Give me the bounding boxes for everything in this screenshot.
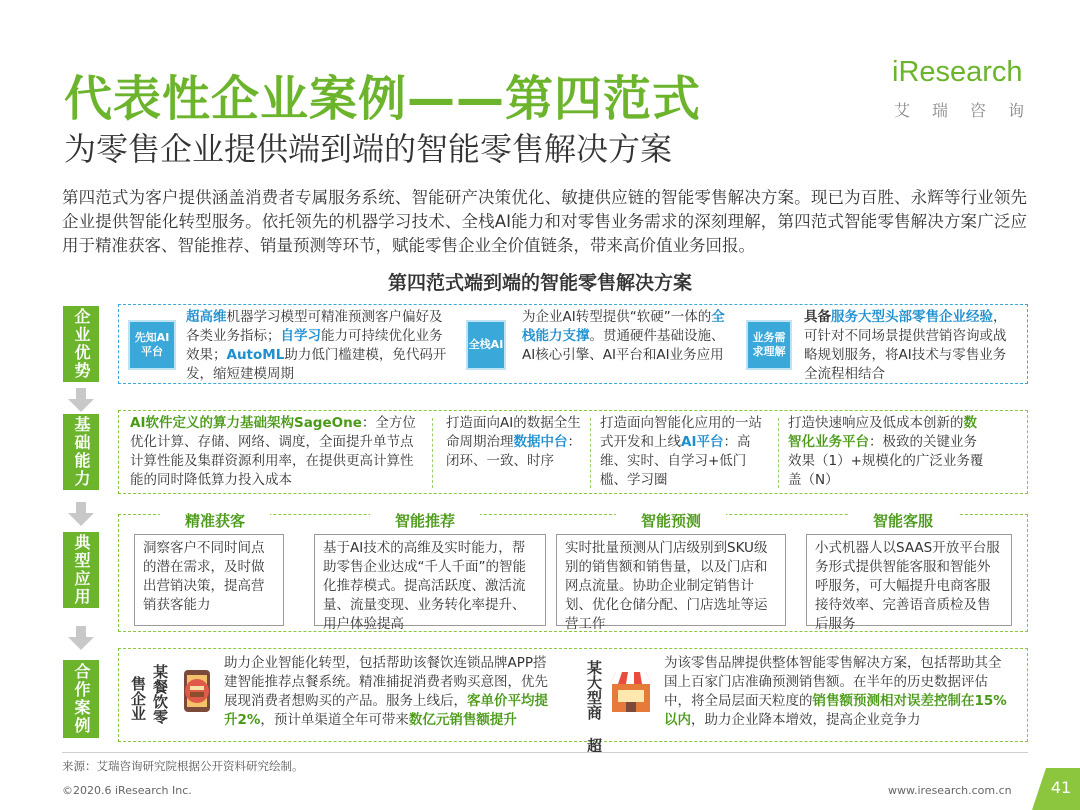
restaurant-app-icon [174, 668, 220, 714]
foundation-cell-2: 打造面向AI的数据全生命周期治理数据中台：闭环、一致、时序 [446, 415, 581, 469]
case2-label-a: 某大型商 [585, 660, 603, 720]
iresearch-logo [892, 56, 1047, 126]
website-link[interactable]: www.iresearch.com.cn [888, 784, 1012, 797]
advantage-cell-2: 为企业AI转型提供“软硬”一体的全栈能力支撑。贯通硬件基础设施、AI核心引擎、AI平台和AI业务应用 [522, 309, 725, 363]
divider [432, 418, 433, 488]
foundation-cell-3: 打造面向智能化应用的一站式开发和上线AI平台：高维、实时、自学习+低门槛、学习圈 [600, 415, 762, 488]
page-title: 代表性企业案例——第四范式 [64, 71, 702, 127]
tag-prophet-ai: 先知AI平台 [128, 320, 176, 370]
source-note: 来源：艾瑞咨询研究院根据公开资料研究绘制。 [62, 759, 304, 773]
section-label-application: 典型应用 [63, 532, 99, 608]
section-label-cases: 合作案例 [63, 660, 99, 738]
page-number [1032, 768, 1080, 810]
divider [778, 418, 779, 488]
logo-cn: 艾瑞咨询 [894, 101, 1047, 120]
copyright: ©2020.6 iResearch Inc. [62, 784, 192, 797]
tag-business-understanding: 业务需求理解 [746, 320, 792, 370]
application-title-3: 智能预测 [616, 510, 726, 531]
application-body-1: 洞察客户不同时间点的潜在需求，及时做出营销决策，提高营销获客能力 [134, 534, 284, 626]
footer-divider [62, 752, 1028, 753]
down-arrow-icon [68, 388, 94, 412]
application-title-4: 智能客服 [848, 510, 958, 531]
down-arrow-icon [68, 626, 94, 650]
diagram-title: 第四范式端到端的智能零售解决方案 [387, 272, 692, 294]
foundation-cell-1: AI软件定义的算力基础架构SageOne：全方位优化计算、存储、网络、调度，全面提升单节点计算性能及集群资源利用率，在提供更高计算性能的同时降低算力投入成本 [130, 415, 416, 488]
logo-brand: iResearch [892, 56, 1023, 88]
case1-label-b: 售企业 [129, 676, 147, 721]
intro-paragraph: 第四范式为客户提供涵盖消费者专属服务系统、智能研产决策优化、敏捷供应链的智能零售解决方案。现已为百胜、永辉等行业领先企业提供智能化转型服务。依托领先的机器学习技术、全栈AI能力和对零售业务需求的深刻理解，第四范式智能零售解决方案广泛应用于精准获客、智能推荐、销量预测等环节，赋能零售企业全价值链条，带来高价值业务回报。 [62, 188, 1027, 255]
foundation-cell-4: 打造快速响应及低成本创新的数智化业务平台：极致的关键业务效果（1）+规模化的广泛业务覆盖（N） [788, 415, 984, 488]
divider [590, 418, 591, 488]
application-title-2: 智能推荐 [370, 510, 480, 531]
tag-full-stack-ai: 全栈AI [466, 320, 506, 370]
section-label-advantage: 企业优势 [63, 306, 99, 382]
down-arrow-icon [68, 502, 94, 526]
case2-description: 为该零售品牌提供整体智能零售解决方案，包括帮助其全国上百家门店准确预测销售额。在半年的历史数据评估中，将全局层面天粒度的销售额预测相对误差控制在15%以内，助力企业降本增效，提高企业竞争力 [664, 655, 1007, 728]
application-body-2: 基于AI技术的高维及实时能力，帮助零售企业达成“千人千面”的智能化推荐模式。提高活跃度、激活流量、流量变现、业务转化率提升、用户体验提高 [314, 534, 546, 626]
application-title-1: 精准获客 [160, 510, 270, 531]
page-number-text: 41 [1050, 778, 1072, 797]
supermarket-icon [606, 668, 656, 714]
case2-label-b: 超 [585, 738, 603, 753]
advantage-cell-3: 具备服务大型头部零售企业经验，可针对不同场景提供营销咨询或战略规划服务，将AI技术与零售业务全流程相结合 [804, 309, 1007, 382]
case1-description: 助力企业智能化转型，包括帮助该餐饮连锁品牌APP搭建智能推荐点餐系统。精准捕捉消费者购买意图，优先展现消费者想购买的产品。服务上线后，客单价平均提升2%，预计单渠道全年可带来数亿元销售额提升 [224, 655, 548, 728]
advantage-cell-1: 超高维机器学习模型可精准预测客户偏好及各类业务指标；自学习能力可持续优化业务效果；AutoML助力低门槛建模，免代码开发，缩短建模周期 [186, 309, 447, 382]
section-label-foundation: 基础能力 [63, 414, 99, 490]
application-body-4: 小式机器人以SAAS开放平台服务形式提供智能客服和智能外呼服务，可大幅提升电商客服接待效率、完善语音质检及售后服务 [806, 534, 1012, 626]
page-subtitle: 为零售企业提供端到端的智能零售解决方案 [64, 130, 673, 168]
application-body-3: 实时批量预测从门店级别到SKU级别的销售额和销售量，以及门店和网点流量。协助企业制定销售计划、优化仓储分配、门店选址等运营工作 [556, 534, 786, 626]
case1-label-a: 某餐饮零 [151, 664, 169, 724]
